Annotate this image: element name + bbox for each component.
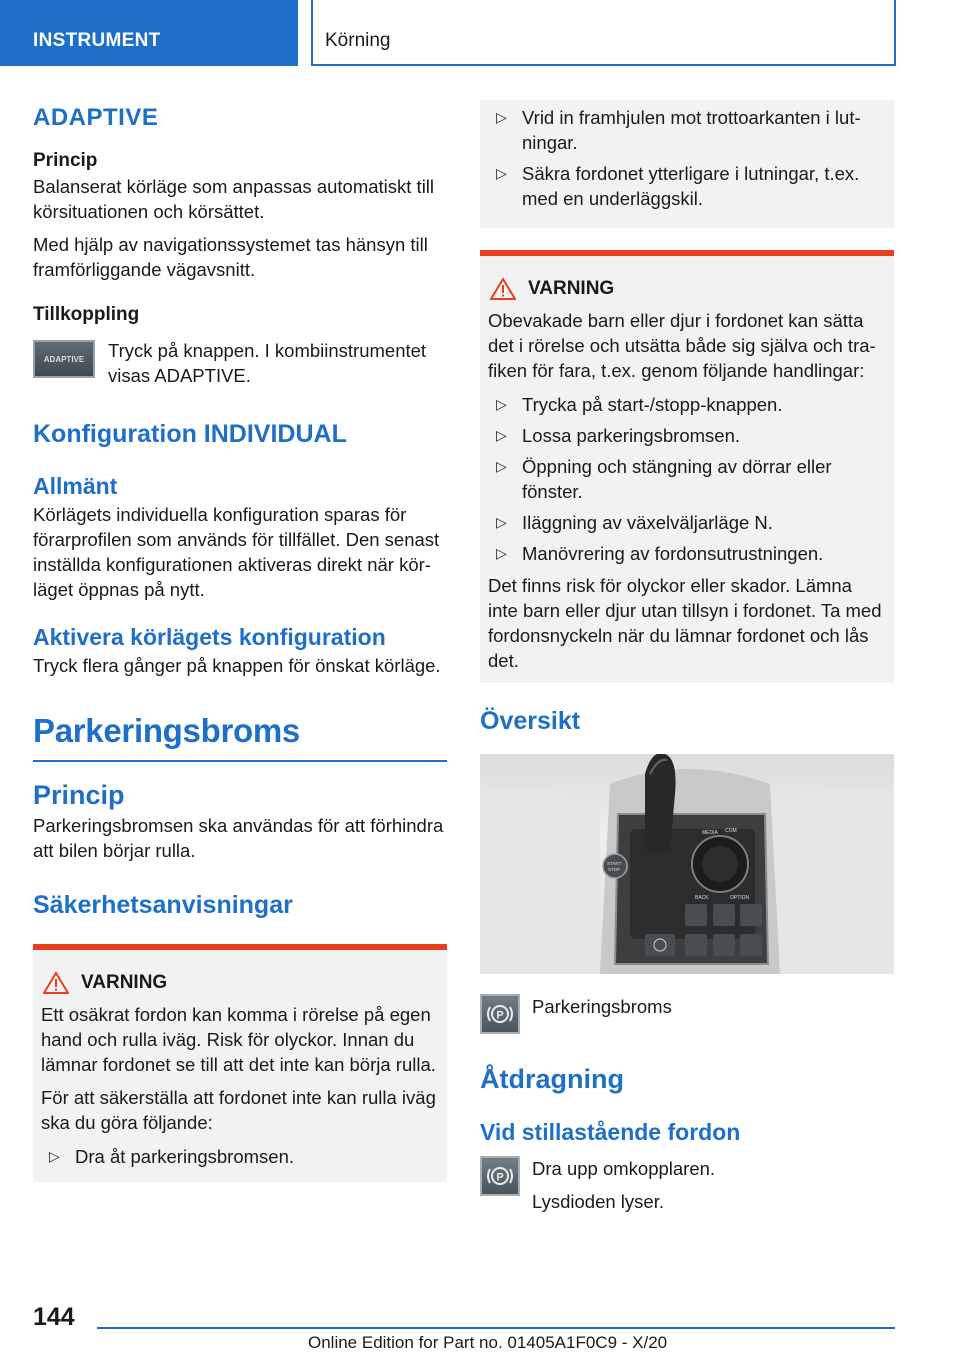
back-label: BACK bbox=[695, 895, 709, 901]
adaptive-heading: ADAPTIVE bbox=[33, 104, 159, 131]
list-item: ▷ Öppning och stängning av dörrar eller fönster. bbox=[488, 451, 886, 507]
start-stop-label: START bbox=[607, 861, 622, 866]
tillkoppling-text: Tryck på knappen. I kombiinstrumentet visas ADAPTIVE. bbox=[108, 340, 427, 386]
bullet-arrow-icon: ▷ bbox=[496, 458, 507, 474]
com-label: COM bbox=[725, 828, 737, 834]
list-item: ▷ Trycka på start-/stopp-knappen. bbox=[488, 389, 886, 420]
svg-text:P: P bbox=[496, 1171, 504, 1184]
footer-edition: Online Edition for Part no. 01405A1F0C9 - X/20 bbox=[308, 1333, 668, 1352]
bullet-arrow-icon: ▷ bbox=[496, 165, 507, 181]
header-chapter-label: Körning bbox=[325, 30, 391, 51]
bullet-arrow-icon: ▷ bbox=[496, 545, 507, 561]
princip-heading: Princip bbox=[33, 150, 98, 171]
princip-paragraph-1: Balanserat körläge som anpassas automatiskt till körsituationen och körsättet. bbox=[33, 176, 435, 222]
bullet-arrow-icon: ▷ bbox=[496, 109, 507, 125]
header-section-tab bbox=[0, 0, 298, 66]
allmant-heading: Allmänt bbox=[33, 473, 118, 499]
konfiguration-heading: Konfiguration INDIVIDUAL bbox=[33, 420, 347, 448]
warning-list bbox=[41, 1141, 439, 1172]
oversikt-heading: Översikt bbox=[480, 707, 581, 735]
warning-box-right bbox=[480, 250, 894, 683]
list-item: ▷ Lossa parkeringsbromsen. bbox=[488, 420, 886, 451]
princip-paragraph-2: Med hjälp av navigationssystemet tas hänsyn till framförliggande vägavsnitt. bbox=[33, 234, 428, 280]
page-number: 144 bbox=[33, 1303, 75, 1331]
atdragning-row bbox=[480, 1156, 894, 1214]
atdragning-heading: Åtdragning bbox=[480, 1064, 624, 1094]
option-label: OPTION bbox=[730, 895, 750, 901]
warning-triangle-icon bbox=[490, 278, 516, 300]
bullet-arrow-icon: ▷ bbox=[496, 514, 507, 530]
princip2-heading: Princip bbox=[33, 780, 125, 810]
tillkoppling-row bbox=[33, 338, 447, 388]
allmant-text: Körlägets individuella konfiguration sparas för förarprofilen som används för tillfället. Den senast inställda konfigurationen aktiveras direkt när körläget öppnas på nytt. bbox=[33, 504, 440, 600]
left-column bbox=[33, 100, 447, 1182]
parking-brake-icon bbox=[480, 1156, 520, 1196]
bullet-arrow-icon: ▷ bbox=[496, 427, 507, 443]
warning-box-left bbox=[33, 944, 447, 1182]
warning-list bbox=[488, 389, 886, 569]
list-item: ▷ Dra åt parkeringsbromsen. bbox=[41, 1141, 439, 1172]
vid-stillastaende-heading: Vid stillastående fordon bbox=[480, 1119, 741, 1145]
aktivera-heading: Aktivera körlägets konfiguration bbox=[33, 624, 386, 650]
sakerhet-heading: Säkerhetsanvisningar bbox=[33, 891, 293, 919]
adaptive-button-icon: ADAPTIVE bbox=[33, 340, 95, 378]
svg-text:P: P bbox=[496, 1009, 504, 1022]
parking-brake-icon bbox=[480, 994, 520, 1034]
warning-paragraph-2: Det finns risk för olyckor eller skador. Lämna inte barn eller djur utan tillsyn i fordonet. Ta med fordonsnyckeln när du lämnar fordonet och lås det. bbox=[488, 575, 882, 671]
warning-label: VARNING bbox=[81, 972, 168, 993]
center-console-photo bbox=[480, 754, 894, 974]
warning-paragraph-1: Obevakade barn eller djur i fordonet kan sätta det i rörelse och utsätta både sig själva och trafiken för fara, t.ex. genom följande handlingar: bbox=[488, 310, 876, 381]
list-item: ▷ Säkra fordonet ytterligare i lutningar, t.ex. med en underläggskil. bbox=[488, 158, 886, 214]
warning-header bbox=[488, 278, 886, 300]
list-item: ▷ Iläggning av växelväljarläge N. bbox=[488, 507, 886, 538]
warning-paragraph-1: Ett osäkrat fordon kan komma i rörelse på egen hand och rulla iväg. Risk för olyckor. Innan du lämnar fordonet se till att det inte kan börja rulla. bbox=[41, 1004, 436, 1075]
warning-triangle-icon bbox=[43, 972, 69, 994]
princip2-text: Parkeringsbromsen ska användas för att förhindra att bilen börjar rulla. bbox=[33, 815, 444, 861]
parkeringsbroms-legend-row bbox=[480, 994, 894, 1034]
list-item: ▷ Vrid in framhjulen mot trottoarkanten i lutningar. bbox=[488, 102, 886, 158]
atdragning-text bbox=[532, 1156, 715, 1214]
continued-list bbox=[488, 102, 886, 214]
bullet-arrow-icon: ▷ bbox=[496, 396, 507, 412]
bullet-arrow-icon: ▷ bbox=[49, 1148, 60, 1164]
aktivera-text: Tryck flera gånger på knappen för önskat körläge. bbox=[33, 655, 441, 676]
atdragning-step-1: Dra upp omkopplaren. bbox=[532, 1158, 716, 1179]
warning-header bbox=[41, 972, 439, 994]
warning-paragraph-2: För att säkerställa att fordonet inte kan rulla iväg ska du göra följande: bbox=[41, 1087, 436, 1133]
footer-divider bbox=[97, 1327, 895, 1329]
svg-text:STOP: STOP bbox=[608, 867, 621, 872]
center-console-illustration bbox=[480, 754, 894, 974]
warning-box-continued bbox=[480, 100, 894, 228]
header-chapter-tab bbox=[311, 0, 896, 66]
right-column bbox=[480, 100, 894, 1214]
warning-label: VARNING bbox=[528, 278, 615, 299]
list-item: ▷ Manövrering av fordonsutrustningen. bbox=[488, 538, 886, 569]
header-section-label: INSTRUMENT bbox=[33, 30, 161, 51]
parkeringsbroms-heading: Parkeringsbroms bbox=[33, 712, 447, 762]
atdragning-step-2: Lysdioden lyser. bbox=[532, 1191, 664, 1212]
parkeringsbroms-caption: Parkeringsbroms bbox=[532, 996, 672, 1017]
tillkoppling-heading: Tillkoppling bbox=[33, 304, 140, 325]
media-label: MEDIA bbox=[702, 830, 718, 836]
